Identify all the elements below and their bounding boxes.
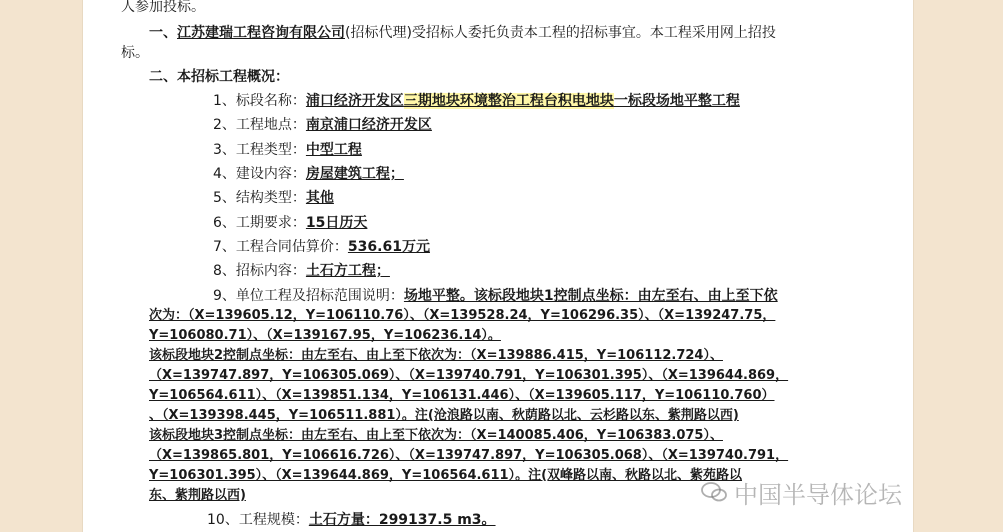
text-line: Y=106564.611）、（X=139851.134，Y=106131.446）、（X=139605.117，Y=106110.760） (149, 388, 775, 403)
wechat-icon (700, 481, 728, 503)
item-5: 5、结构类型：其他 (213, 190, 334, 206)
watermark (700, 474, 980, 510)
item-7: 7、工程合同估算价：536.61万元 (213, 239, 430, 255)
section-2-title: 二、本招标工程概况： (149, 69, 289, 85)
item-3: 3、工程类型：中型工程 (213, 142, 362, 158)
text-line: Y=106080.71）、（X=139167.95，Y=106236.14）。 (149, 328, 501, 343)
item-1: 1、标段名称：浦口经济开发区三期地块环境整治工程台积电地块一标段场地平整工程 (213, 93, 740, 109)
watermark-text: 中国半导体论坛 (734, 480, 902, 509)
text-line: 该标段地块2控制点坐标：由左至右、由上至下依次为：（X=139886.415，Y=106112.724）、 (149, 348, 723, 363)
text-line: （X=139747.897，Y=106305.069）、（X=139740.791，Y=106301.395）、（X=139644.869， (149, 368, 789, 383)
right-margin (913, 0, 1003, 532)
item-9: 9、单位工程及招标范围说明：场地平整。该标段地块1控制点坐标：由左至右、由上至下依 (213, 288, 778, 304)
text-line: （X=139865.801，Y=106616.726）、（X=139747.897，Y=106305.068）、（X=139740.791， (149, 448, 789, 463)
item-6: 6、工期要求：15日历天 (213, 215, 368, 231)
item-2: 2、工程地点：南京浦口经济开发区 (213, 117, 432, 133)
item-8: 8、招标内容：土石方工程； (213, 263, 390, 279)
text-line: 人参加投标。 (121, 0, 205, 15)
text-line: 该标段地块3控制点坐标：由左至右、由上至下依次为：（X=140085.406，Y=106383.075）、 (149, 428, 723, 443)
item-10: 10、工程规模：土石方量：299137.5 m3。 (207, 512, 496, 528)
text-line: 标。 (121, 45, 149, 61)
agency-name: 江苏建瑞工程咨询有限公司 (177, 25, 345, 41)
text-line: 东、紫荆路以西) (149, 488, 246, 503)
text-line: 次为：（X=139605.12，Y=106110.76）、（X=139528.24，Y=106296.35）、（X=139247.75， (149, 308, 776, 323)
text-line: Y=106301.395）、（X=139644.869，Y=106564.611）。注(双峰路以南、秋路以北、紫苑路以 (149, 468, 743, 483)
left-margin (0, 0, 82, 532)
section-1: 一、江苏建瑞工程咨询有限公司(招标代理)受招标人委托负责本工程的招标事宜。本工程采用网上招投 (149, 25, 776, 41)
document-page (82, 0, 914, 532)
text-line: 、（X=139398.445，Y=106511.881）。注(沧浪路以南、秋荫路以北、云杉路以东、紫荆路以西) (149, 408, 739, 423)
item-4: 4、建设内容：房屋建筑工程； (213, 166, 404, 182)
